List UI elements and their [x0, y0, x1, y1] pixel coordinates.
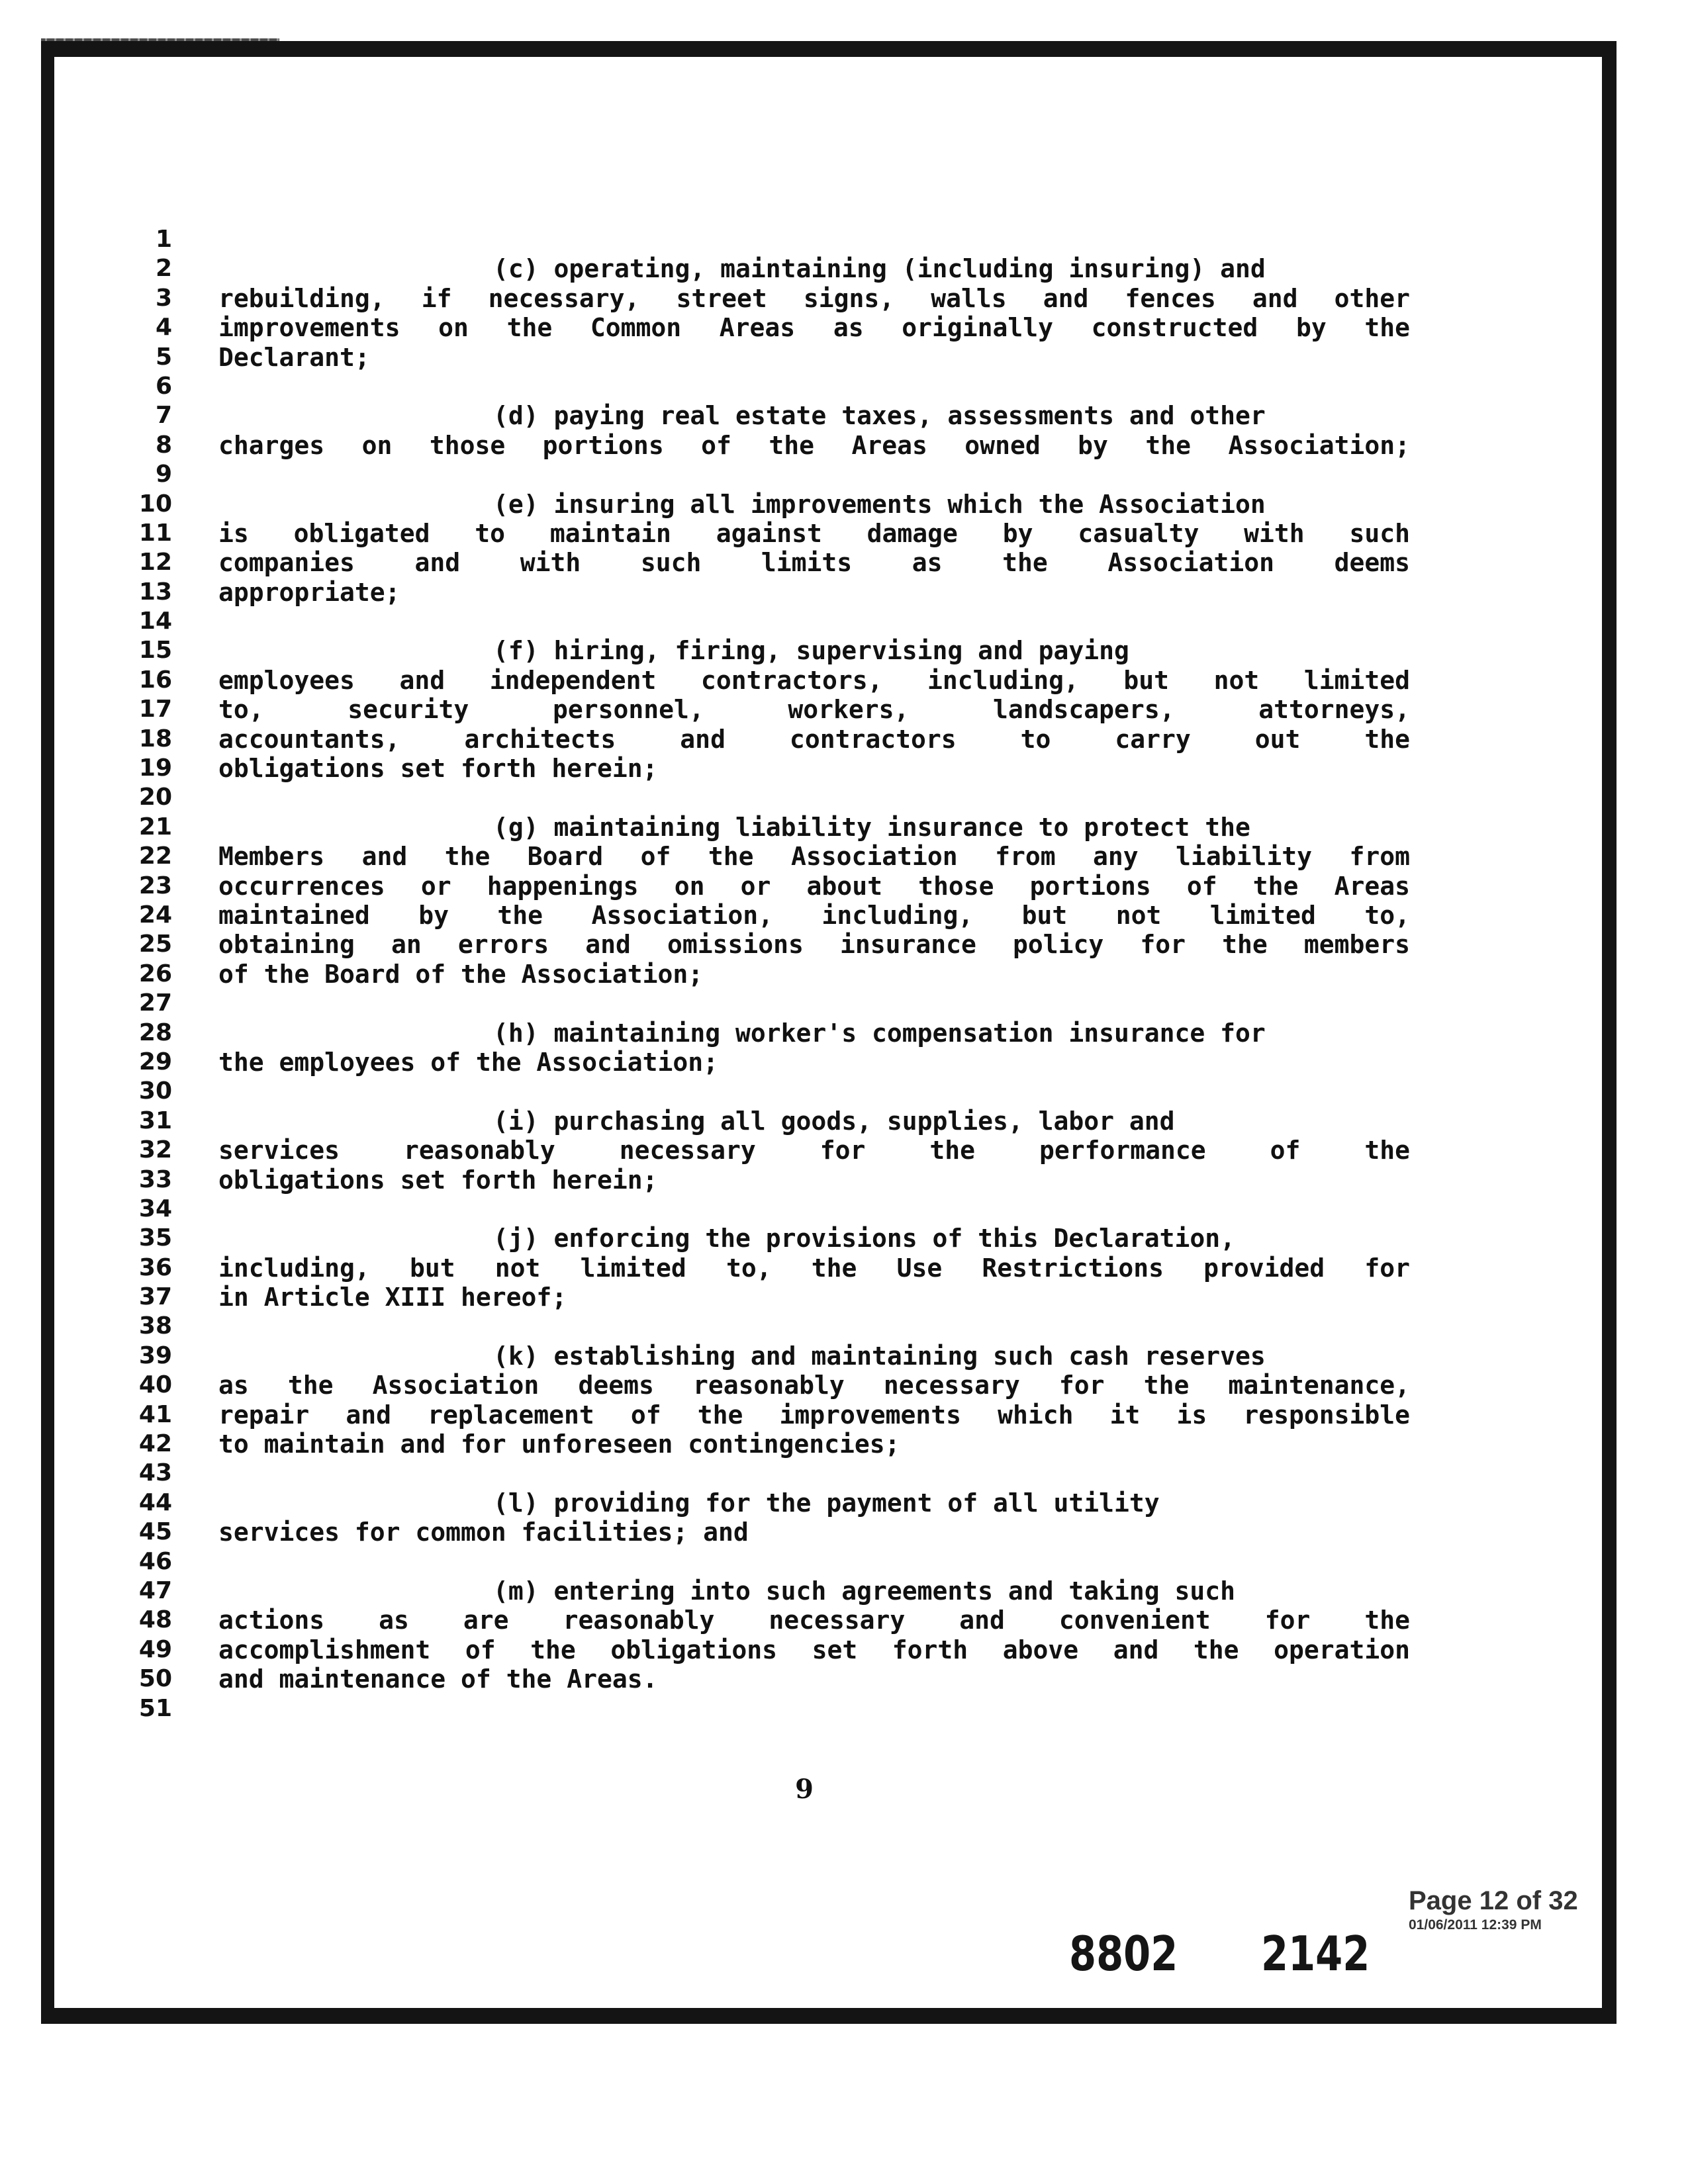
line-number: 31: [138, 1107, 172, 1134]
text-line: [218, 1459, 1410, 1488]
line-number: 24: [138, 901, 172, 929]
text-line: accomplishment of the obligations set forth above and the operation: [218, 1635, 1410, 1664]
text-line: Members and the Board of the Association from any liability from: [218, 842, 1410, 872]
line-number: 37: [138, 1283, 172, 1311]
text-line: Declarant;: [218, 342, 370, 372]
text-line: [218, 1312, 1410, 1341]
text-line: (c) operating, maintaining (including insuring) and: [493, 254, 1266, 284]
text-line: repair and replacement of the improvements which it is responsible: [218, 1400, 1410, 1430]
text-line: [218, 372, 1410, 401]
page-number: 9: [795, 1774, 814, 1805]
line-number: 39: [138, 1342, 172, 1369]
text-line: to, security personnel, workers, landscapers, attorneys,: [218, 695, 1410, 725]
text-line: [218, 607, 1410, 636]
line-number: 33: [138, 1165, 172, 1193]
line-number: 29: [138, 1048, 172, 1075]
line-number: 32: [138, 1136, 172, 1164]
book-page-number: 2142: [1261, 1926, 1370, 1981]
text-line: employees and independent contractors, including, but not limited: [218, 665, 1410, 695]
text-line: to maintain and for unforeseen contingencies;: [218, 1430, 900, 1459]
text-line: [218, 783, 1410, 812]
text-line: [218, 1077, 1410, 1106]
line-number: 17: [138, 696, 172, 723]
line-number: 14: [138, 608, 172, 635]
text-line: [218, 1547, 1410, 1576]
text-line: charges on those portions of the Areas owned by the Association;: [218, 430, 1410, 460]
document-body: [218, 225, 1410, 1723]
line-number: 12: [138, 549, 172, 576]
text-line: companies and with such limits as the Association deems: [218, 548, 1410, 578]
text-line: improvements on the Common Areas as originally constructed by the: [218, 313, 1410, 343]
text-line: obligations set forth herein;: [218, 754, 658, 784]
line-number: 20: [138, 784, 172, 811]
line-number: 19: [138, 754, 172, 782]
line-number: 18: [138, 725, 172, 752]
line-number: 9: [155, 461, 172, 488]
text-line: (j) enforcing the provisions of this Declaration,: [493, 1224, 1236, 1253]
line-number: 34: [138, 1195, 172, 1222]
text-line: (k) establishing and maintaining such cash reserves: [493, 1341, 1266, 1371]
text-line: accountants, architects and contractors to carry out the: [218, 724, 1410, 754]
text-line: [218, 989, 1410, 1018]
line-number: 8: [155, 431, 172, 459]
text-line: services for common facilities; and: [218, 1518, 749, 1547]
line-number: 23: [138, 872, 172, 899]
text-line: (f) hiring, firing, supervising and paying: [493, 636, 1129, 666]
text-line: [218, 225, 1410, 254]
line-number: 1: [155, 226, 172, 253]
text-line: [218, 1694, 1410, 1723]
text-line: rebuilding, if necessary, street signs, walls and fences and other: [218, 283, 1410, 313]
line-number: 42: [138, 1430, 172, 1458]
text-line: including, but not limited to, the Use Restrictions provided for: [218, 1253, 1410, 1283]
line-number: 3: [155, 284, 172, 312]
text-line: [218, 460, 1410, 489]
text-line: actions as are reasonably necessary and convenient for the: [218, 1606, 1410, 1635]
line-number: 7: [155, 402, 172, 430]
text-line: (m) entering into such agreements and taking such: [493, 1576, 1236, 1606]
line-number: 44: [138, 1488, 172, 1516]
line-number: 4: [155, 314, 172, 341]
line-number: 22: [138, 842, 172, 870]
line-number: 30: [138, 1077, 172, 1105]
line-number: 16: [138, 666, 172, 694]
text-line: (i) purchasing all goods, supplies, labor and: [493, 1106, 1175, 1136]
text-line: (h) maintaining worker's compensation insurance for: [493, 1018, 1266, 1048]
line-number: 35: [138, 1224, 172, 1252]
line-number: 43: [138, 1459, 172, 1487]
line-number: 2: [155, 255, 172, 283]
recording-datetime-stamp: 01/06/2011 12:39 PM: [1409, 1917, 1542, 1933]
line-number: 13: [138, 578, 172, 606]
line-number: 26: [138, 960, 172, 987]
text-line: services reasonably necessary for the performance of the: [218, 1136, 1410, 1165]
recording-page-stamp: Page 12 of 32: [1409, 1886, 1578, 1915]
text-line: as the Association deems reasonably necessary for the maintenance,: [218, 1371, 1410, 1400]
line-number: 11: [138, 519, 172, 547]
text-line: obligations set forth herein;: [218, 1165, 658, 1195]
line-number: 47: [138, 1576, 172, 1604]
line-number: 50: [138, 1665, 172, 1693]
line-number: 6: [155, 372, 172, 400]
line-number: 10: [138, 490, 172, 518]
text-line: (g) maintaining liability insurance to protect the: [493, 812, 1250, 842]
text-line: is obligated to maintain against damage by casualty with such: [218, 518, 1410, 548]
text-line: and maintenance of the Areas.: [218, 1664, 658, 1694]
line-number: 36: [138, 1253, 172, 1281]
text-line: occurrences or happenings on or about those portions of the Areas: [218, 871, 1410, 901]
text-line: obtaining an errors and omissions insurance policy for the members: [218, 930, 1410, 960]
line-number: 5: [155, 343, 172, 371]
line-number: 45: [138, 1518, 172, 1546]
line-number: 28: [138, 1019, 172, 1046]
text-line: (e) insuring all improvements which the Association: [493, 489, 1266, 519]
text-line: (l) providing for the payment of all utility: [493, 1488, 1160, 1518]
line-number: 51: [138, 1694, 172, 1722]
text-line: maintained by the Association, including, but not limited to,: [218, 900, 1410, 930]
text-line: in Article XIII hereof;: [218, 1283, 567, 1312]
line-number: 46: [138, 1547, 172, 1575]
line-number: 40: [138, 1371, 172, 1399]
text-line: appropriate;: [218, 577, 400, 607]
line-number: 21: [138, 813, 172, 841]
book-volume-number: 8802: [1069, 1926, 1178, 1981]
line-number: 15: [138, 637, 172, 664]
line-number: 41: [138, 1400, 172, 1428]
line-number: 38: [138, 1312, 172, 1340]
text-line: (d) paying real estate taxes, assessments and other: [493, 401, 1266, 431]
text-line: [218, 1195, 1410, 1224]
line-number: 49: [138, 1635, 172, 1663]
text-line: of the Board of the Association;: [218, 959, 704, 989]
line-number: 25: [138, 931, 172, 958]
line-number-column: [119, 225, 172, 1723]
text-line: the employees of the Association;: [218, 1047, 718, 1077]
line-number: 48: [138, 1606, 172, 1634]
line-number: 27: [138, 989, 172, 1017]
